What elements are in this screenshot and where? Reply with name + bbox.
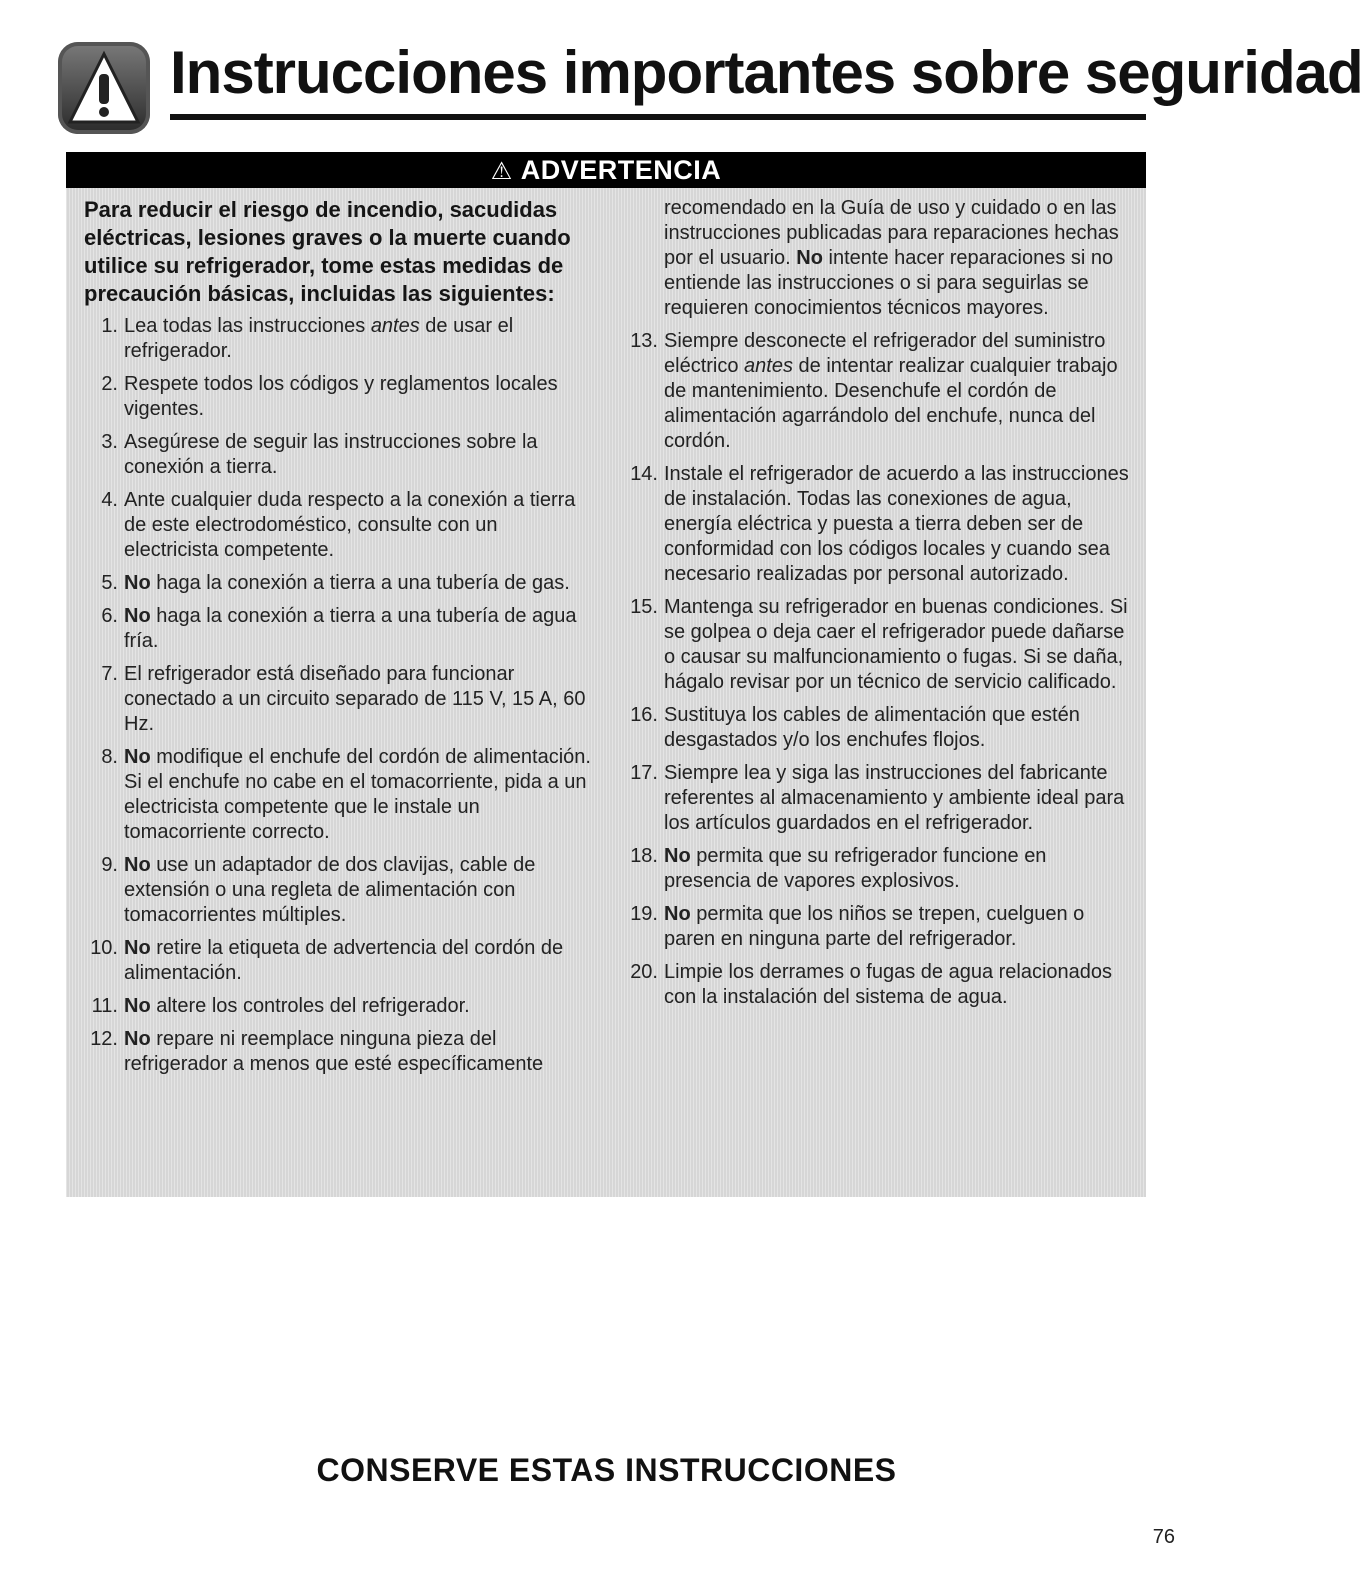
item-text: No retire la etiqueta de advertencia del cordón de alimentación.	[124, 937, 564, 984]
warning-item-19	[624, 902, 1138, 952]
warning-triangle-icon: ⚠	[490, 158, 513, 185]
warning-item-20	[624, 960, 1138, 1010]
page-number: 76	[1152, 1526, 1175, 1548]
item-text: No permita que su refrigerador funcione en presencia de vapores explosivos.	[664, 845, 1047, 892]
item-number: 4.	[101, 489, 118, 511]
item-number: 13.	[630, 330, 658, 352]
item-text: Instale el refrigerador de acuerdo a las instrucciones de instalación. Todas las conexiones de agua, energía eléctrica y puesta a tierra deben ser de conformidad con los códigos locales y cuando sea necesario realizadas por personal autorizado.	[664, 463, 1129, 585]
warning-item-5	[84, 571, 594, 596]
item-text: Siempre lea y siga las instrucciones del fabricante referentes al almacenamiento y ambiente ideal para los artículos guardados en el refrigerador.	[664, 762, 1125, 834]
item-number: 20.	[630, 961, 658, 983]
item-text: Siempre desconecte el refrigerador del suministro eléctrico antes de intentar realizar cualquier trabajo de mantenimiento. Desenchufe el cordón de alimentación agarrándolo del enchufe, nunca del cordón.	[664, 330, 1118, 452]
item-number: 18.	[630, 845, 658, 867]
item-number: 6.	[101, 605, 118, 627]
item-text: Asegúrese de seguir las instrucciones sobre la conexión a tierra.	[124, 431, 538, 478]
warning-column-right	[624, 196, 1138, 1018]
item-number: 14.	[630, 463, 658, 485]
item-text: No repare ni reemplace ninguna pieza del refrigerador a menos que esté específicamente	[124, 1028, 544, 1075]
warning-item-8	[84, 745, 594, 845]
item-number: 16.	[630, 704, 658, 726]
item-text: No permita que los niños se trepen, cuelguen o paren en ninguna parte del refrigerador.	[664, 903, 1085, 950]
item-number: 19.	[630, 903, 658, 925]
item-text: Mantenga su refrigerador en buenas condiciones. Si se golpea o deja caer el refrigerador puede dañarse o causar su malfuncionamiento o fugas. Si se daña, hágalo revisar por un técnico de servicio calificado.	[664, 596, 1128, 693]
item-number: 8.	[101, 746, 118, 768]
warning-item-2	[84, 372, 594, 422]
item-number: 2.	[101, 373, 118, 395]
warning-item-6	[84, 604, 594, 654]
item-text: No haga la conexión a tierra a una tubería de gas.	[124, 572, 570, 594]
item-text: El refrigerador está diseñado para funcionar conectado a un circuito separado de 115 V, 15 A, 60 Hz.	[124, 663, 586, 735]
item-text: Lea todas las instrucciones antes de usar el refrigerador.	[124, 315, 514, 362]
item-text: Sustituya los cables de alimentación que estén desgastados y/o los enchufes flojos.	[664, 704, 1080, 751]
warning-item-10	[84, 936, 594, 986]
item-text: Ante cualquier duda respecto a la conexión a tierra de este electrodoméstico, consulte con un electricista competente.	[124, 489, 576, 561]
warning-column-left	[84, 196, 594, 1085]
warning-item-14	[624, 462, 1138, 587]
item-number: 15.	[630, 596, 658, 618]
warning-item-3	[84, 430, 594, 480]
item-number: 1.	[101, 315, 118, 337]
item-number: 5.	[101, 572, 118, 594]
conserve-instructions-heading: CONSERVE ESTAS INSTRUCCIONES	[316, 1452, 897, 1488]
warning-item-9	[84, 853, 594, 928]
item-text: Limpie los derrames o fugas de agua relacionados con la instalación del sistema de agua.	[664, 961, 1113, 1008]
item-number: 7.	[101, 663, 118, 685]
item-number: 12.	[90, 1028, 118, 1050]
warning-item-7	[84, 662, 594, 737]
warning-item-18	[624, 844, 1138, 894]
item-number: 3.	[101, 431, 118, 453]
page-title: Instrucciones importantes sobre seguridad	[170, 39, 1363, 106]
item-number: 9.	[101, 854, 118, 876]
warning-exclamation-icon	[58, 42, 150, 134]
item-number: 11.	[91, 995, 118, 1017]
warning-item-4	[84, 488, 594, 563]
item-text: No haga la conexión a tierra a una tubería de agua fría.	[124, 605, 577, 652]
warning-item-1	[84, 314, 594, 364]
page-header	[58, 30, 1363, 130]
warning-intro: Para reducir el riesgo de incendio, sacudidas eléctricas, lesiones graves o la muerte cuando utilice su refrigerador, tome estas medidas de precaución básicas, incluidas las siguientes:	[84, 197, 571, 306]
warning-box	[66, 152, 1146, 1197]
item-text: No altere los controles del refrigerador.	[124, 995, 470, 1017]
item-text: Respete todos los códigos y reglamentos locales vigentes.	[124, 373, 558, 420]
item-text: No use un adaptador de dos clavijas, cable de extensión o una regleta de alimentación con tomacorrientes múltiples.	[124, 854, 536, 926]
item-number: 10.	[90, 937, 118, 959]
warning-item-15	[624, 595, 1138, 695]
warning-banner	[66, 152, 1146, 188]
item-number: 17.	[630, 762, 658, 784]
item-text: No modifique el enchufe del cordón de alimentación. Si el enchufe no cabe en el tomacorriente, pida a un electricista competente que le instale un tomacorriente correcto.	[124, 746, 591, 843]
warning-item-17	[624, 761, 1138, 836]
warning-label: ADVERTENCIA	[520, 155, 722, 185]
warning-item-16	[624, 703, 1138, 753]
warning-item-11	[84, 994, 594, 1019]
item-12-continuation: recomendado en la Guía de uso y cuidado o en las instrucciones publicadas para reparaciones hechas por el usuario. No intente hacer reparaciones si no entiende las instrucciones o si para seguirlas se requieren conocimientos técnicos mayores.	[664, 197, 1119, 319]
warning-item-13	[624, 329, 1138, 454]
warning-item-12	[84, 1027, 594, 1077]
title-underline	[170, 114, 1146, 120]
